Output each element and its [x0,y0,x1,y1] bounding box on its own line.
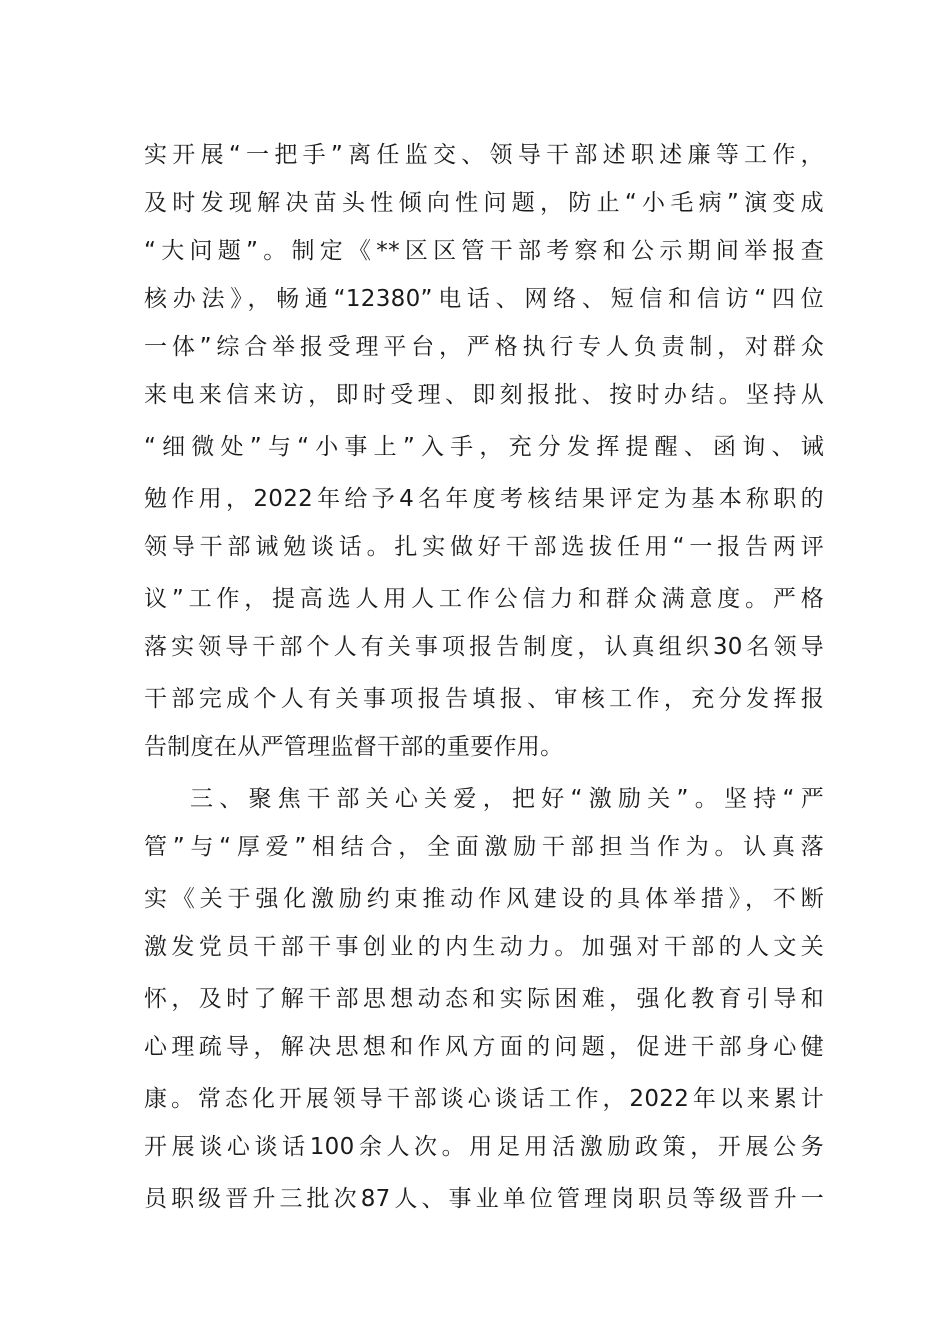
text-line-2: 及时发现解决苗头性倾向性问题，防止“小毛病”演变成 [144,190,824,216]
text-line-18: 怀，及时了解干部思想动态和实际困难，强化教育引导和 [144,986,824,1012]
text-line-10: 议”工作，提高选人用人工作公信力和群众满意度。严格 [144,586,824,612]
text-line-15: 管”与“厚爱”相结合，全面激励干部担当作为。认真落 [144,834,824,860]
text-line-6: 来电来信来访，即时受理、即刻报批、按时办结。坚持从 [144,382,824,408]
text-line-3: “大问题”。制定《**区区管干部考察和公示期间举报查 [144,238,824,264]
text-line-5: 一体”综合举报受理平台，严格执行专人负责制，对群众 [144,334,824,360]
text-line-4: 核办法》，畅通“12380”电话、网络、短信和信访“四位 [144,286,824,312]
text-line-20: 康。常态化开展领导干部谈心谈话工作，2022年以来累计 [144,1086,824,1112]
text-line-7: “细微处”与“小事上”入手，充分发挥提醒、函询、诫 [144,434,824,460]
text-line-22: 员职级晋升三批次87人、事业单位管理岗职员等级晋升一 [144,1186,824,1212]
text-line-21: 开展谈心谈话100余人次。用足用活激励政策，开展公务 [144,1134,824,1160]
text-line-17: 激发党员干部干事创业的内生动力。加强对干部的人文关 [144,934,824,960]
text-line-9: 领导干部诫勉谈话。扎实做好干部选拔任用“一报告两评 [144,534,824,560]
text-line-1: 实开展“一把手”离任监交、领导干部述职述廉等工作， [144,142,824,168]
section-heading-line: 三、聚焦干部关心关爱，把好“激励关”。坚持“严 [190,786,824,812]
text-line-11: 落实领导干部个人有关事项报告制度，认真组织30名领导 [144,634,824,660]
text-line-16: 实《关于强化激励约束推动作风建设的具体举措》，不断 [144,886,824,912]
text-line-8: 勉作用，2022年给予4名年度考核结果评定为基本称职的 [144,486,824,512]
text-line-12: 干部完成个人有关事项报告填报、审核工作，充分发挥报 [144,686,824,712]
text-line-19: 心理疏导，解决思想和作风方面的问题，促进干部身心健 [144,1034,824,1060]
text-line-13: 告制度在从严管理监督干部的重要作用。 [144,734,564,760]
